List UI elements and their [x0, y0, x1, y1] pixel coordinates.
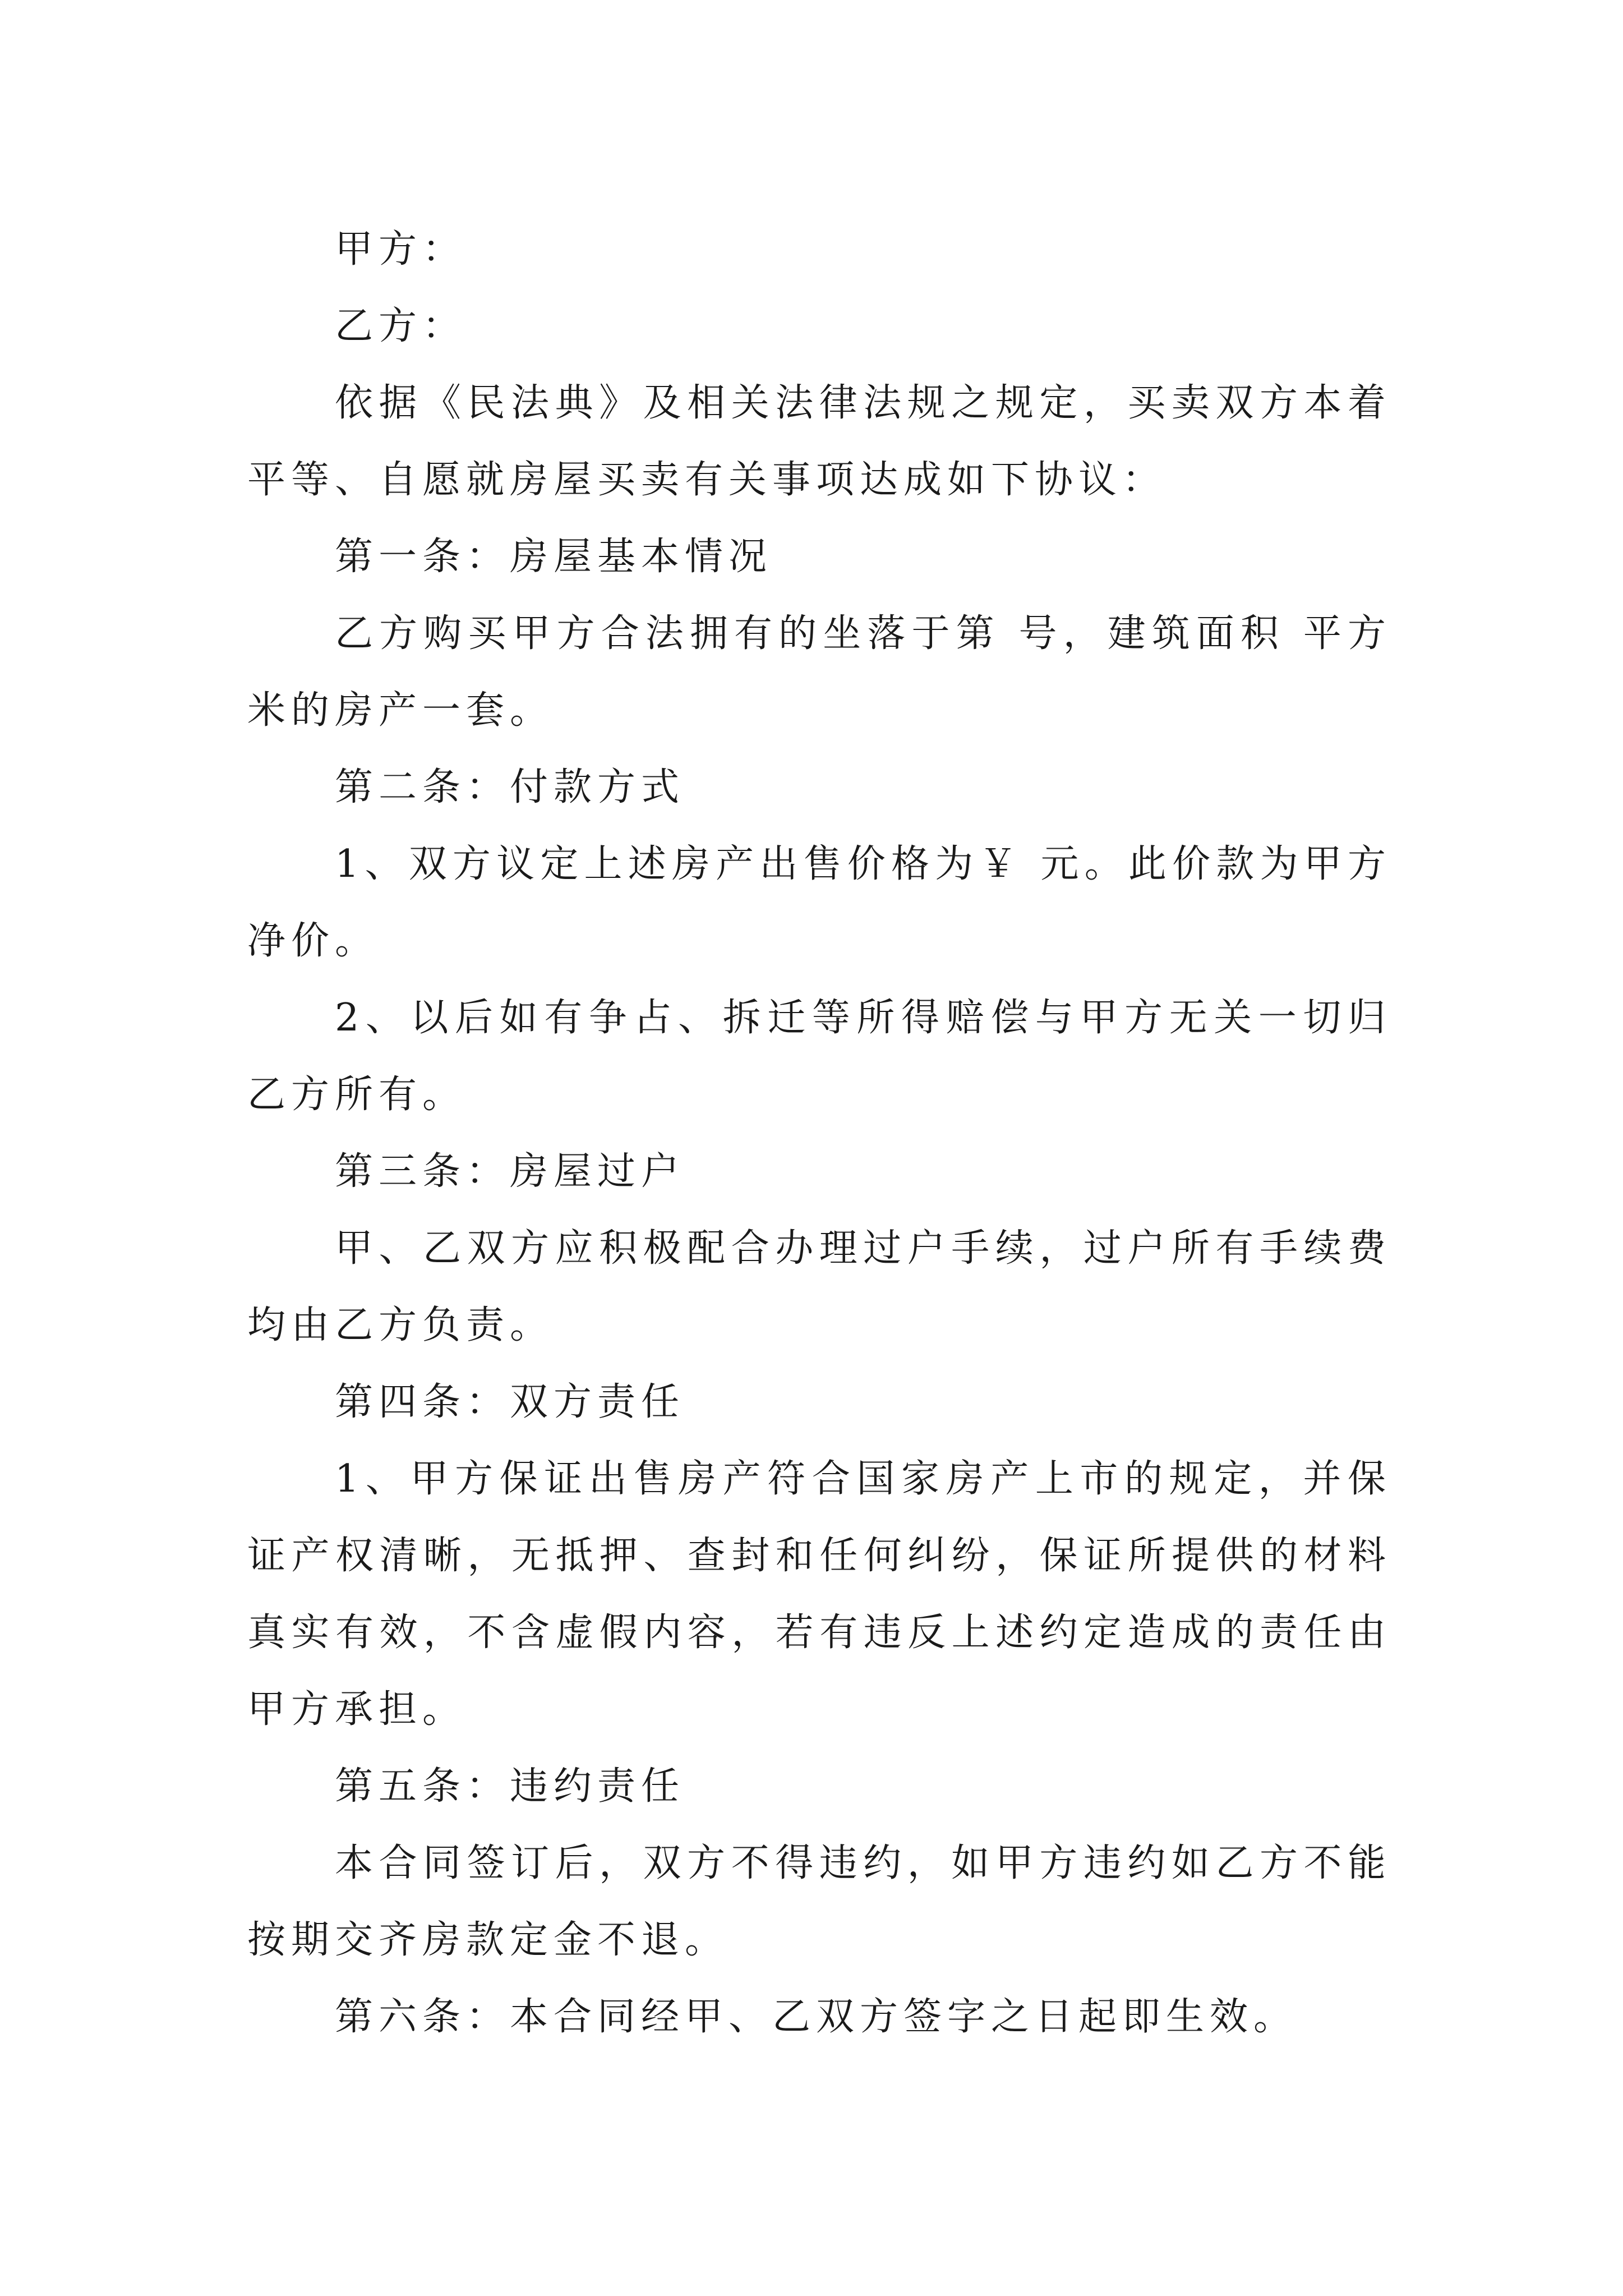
- contract-body: [247, 211, 1391, 2055]
- article-3-text: 甲、乙双方应积极配合办理过户手续，过户所有手续费均由乙方负责。: [247, 1226, 1391, 1347]
- article-3-heading: 第三条：房屋过户: [335, 1149, 685, 1194]
- party-b-line: 乙方：: [335, 304, 467, 348]
- article-5-text: 本合同签订后，双方不得违约，如甲方违约如乙方不能按期交齐房款定金不退。: [247, 1841, 1391, 1962]
- article-2-heading: 第二条：付款方式: [335, 765, 685, 809]
- article-1-heading: 第一条：房屋基本情况: [335, 535, 773, 579]
- article-6-text: 第六条：本合同经甲、乙双方签字之日起即生效。: [335, 1995, 1298, 2039]
- party-a-line: 甲方：: [335, 227, 467, 272]
- article-2-item-1: 1、双方议定上述房产出售价格为￥ 元。此价款为甲方净价。: [247, 842, 1391, 963]
- article-5-heading: 第五条：违约责任: [335, 1764, 685, 1809]
- preamble-paragraph: 依据《民法典》及相关法律法规之规定，买卖双方本着平等、自愿就房屋买卖有关事项达成如下协议：: [247, 381, 1391, 502]
- article-4-heading: 第四条：双方责任: [335, 1380, 685, 1424]
- article-2-item-2: 2、以后如有争占、拆迁等所得赔偿与甲方无关一切归乙方所有。: [247, 996, 1391, 1117]
- article-4-item-1: 1、甲方保证出售房产符合国家房产上市的规定，并保证产权清晰，无抵押、查封和任何纠纷，保证所提供的材料真实有效，不含虚假内容，若有违反上述约定造成的责任由甲方承担。: [247, 1457, 1391, 1732]
- article-1-text: 乙方购买甲方合法拥有的坐落于第 号，建筑面积 平方米的房产一套。: [247, 611, 1391, 733]
